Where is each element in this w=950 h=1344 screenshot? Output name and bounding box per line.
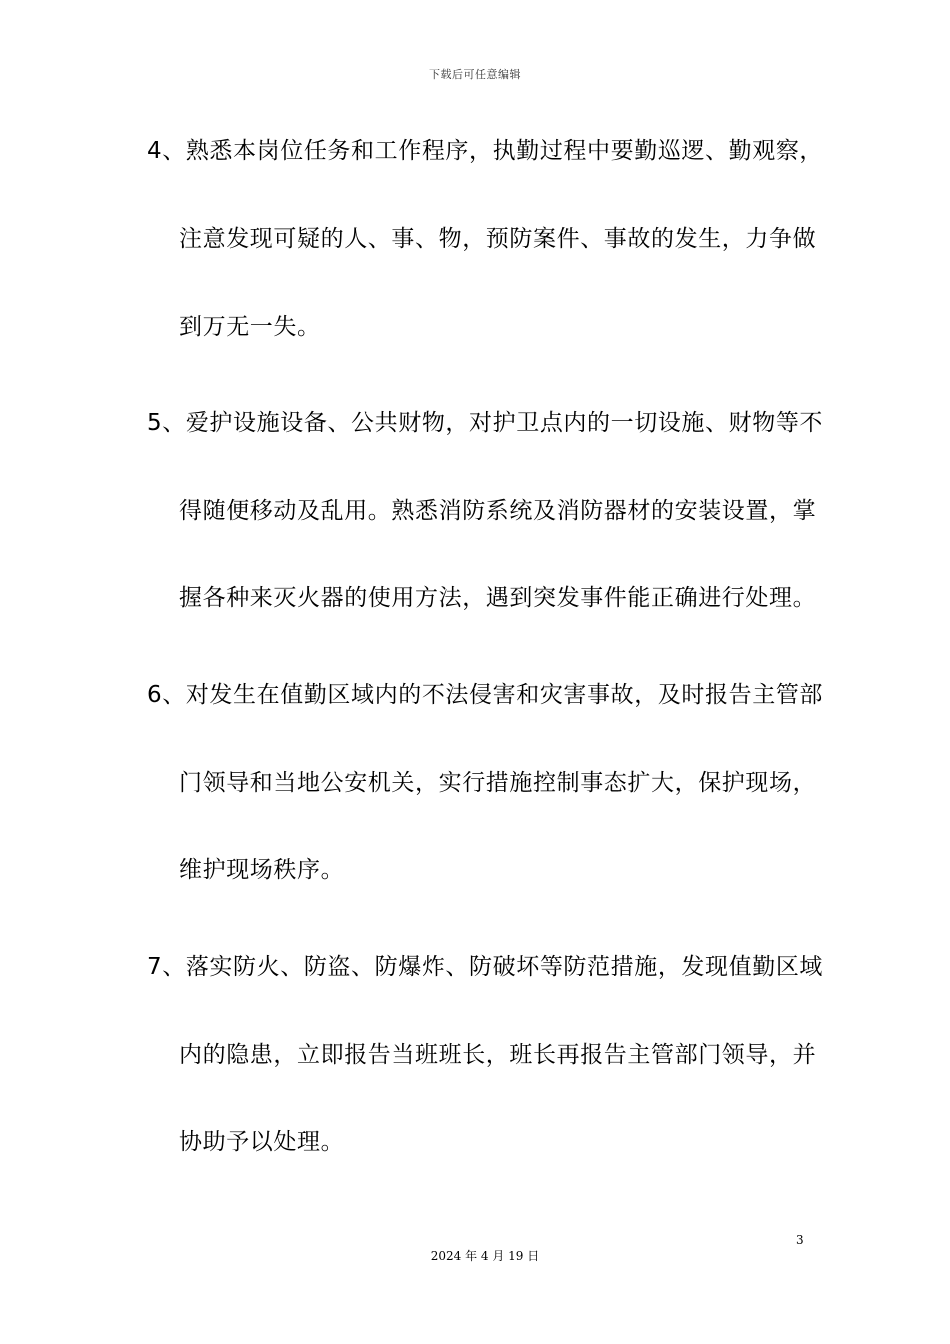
item-4-line-2: 注意发现可疑的人、事、物，预防案件、事故的发生，力争做 <box>179 226 817 252</box>
item-7-line-3: 协助予以处理。 <box>179 1129 345 1155</box>
item-4-line-3: 到万无一失。 <box>179 314 321 340</box>
item-4-line-1: 4、熟悉本岗位任务和工作程序，执勤过程中要勤巡逻、勤观察， <box>147 138 824 164</box>
item-7-line-2: 内的隐患，立即报告当班班长，班长再报告主管部门领导，并 <box>179 1042 817 1068</box>
item-6-line-1: 6、对发生在值勤区域内的不法侵害和灾害事故，及时报告主管部 <box>147 682 824 708</box>
item-5-line-1: 5、爱护设施设备、公共财物，对护卫点内的一切设施、财物等不 <box>147 410 824 436</box>
item-6-line-2: 门领导和当地公安机关，实行措施控制事态扩大，保护现场， <box>179 770 817 796</box>
item-5-line-2: 得随便移动及乱用。熟悉消防系统及消防器材的安装设置，掌 <box>179 498 817 524</box>
item-6-line-3: 维护现场秩序。 <box>179 857 345 883</box>
header-note: 下载后可任意编辑 <box>429 68 521 81</box>
footer-date: 2024 年 4 月 19 日 <box>430 1249 540 1263</box>
item-5-line-3: 握各种来灭火器的使用方法，遇到突发事件能正确进行处理。 <box>179 585 817 611</box>
item-7-line-1: 7、落实防火、防盗、防爆炸、防破坏等防范措施，发现值勤区域 <box>147 954 824 980</box>
page-number: 3 <box>796 1233 804 1247</box>
